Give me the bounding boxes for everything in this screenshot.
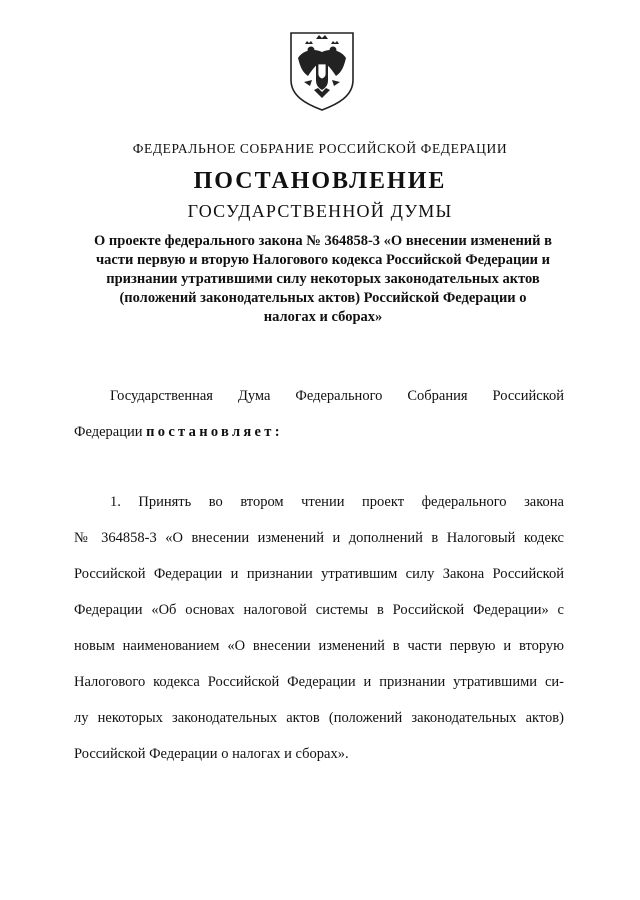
clause-line: лу некоторых законодательных актов (положений законодательных актов) bbox=[74, 710, 564, 726]
subject-line: признании утратившими силу некоторых законодательных актов bbox=[106, 271, 540, 287]
coat-of-arms-icon bbox=[288, 30, 356, 112]
resolution-verb: постановляет: bbox=[146, 424, 283, 440]
preamble-line bbox=[74, 414, 564, 450]
clause-line: Федерации «Об основах налоговой системы в Российской Федерации» с bbox=[74, 602, 564, 618]
document-title: ПОСТАНОВЛЕНИЕ bbox=[193, 168, 447, 194]
document-subject bbox=[82, 232, 564, 327]
clause-line: Российской Федерации о налогах и сборах». bbox=[74, 746, 349, 762]
clause-line: 1. Принять во втором чтении проект федерального закона bbox=[110, 494, 564, 510]
subject-line: (положений законодательных актов) Российской Федерации о bbox=[119, 290, 527, 306]
clause-paragraph bbox=[74, 484, 564, 772]
subject-line: части первую и вторую Налогового кодекса Российской Федерации и bbox=[95, 252, 551, 268]
document-subtitle: ГОСУДАРСТВЕННОЙ ДУМЫ bbox=[187, 201, 453, 221]
preamble-prefix: Федерации bbox=[74, 424, 147, 440]
clause-line: новым наименованием «О внесении изменений в части первую и вторую bbox=[74, 638, 564, 654]
subject-line: налогах и сборах» bbox=[263, 309, 383, 325]
clause-line: Российской Федерации и признании утратившим силу Закона Российской bbox=[74, 566, 564, 582]
subject-line: О проекте федерального закона № 364858-3 «О внесении изменений в bbox=[94, 233, 552, 249]
clause-line: № 364858-3 «О внесении изменений и дополнений в Налоговый кодекс bbox=[74, 530, 564, 546]
clause-line: Налогового кодекса Российской Федерации и признании утратившими си- bbox=[74, 674, 564, 690]
assembly-name: ФЕДЕРАЛЬНОЕ СОБРАНИЕ РОССИЙСКОЙ ФЕДЕРАЦИИ bbox=[132, 141, 508, 156]
preamble-line: Государственная Дума Федерального Собрания Российской bbox=[110, 388, 564, 404]
preamble-paragraph bbox=[74, 378, 564, 450]
